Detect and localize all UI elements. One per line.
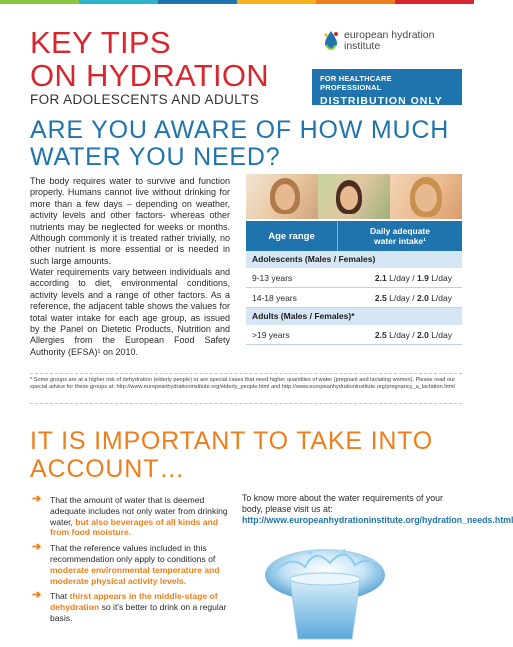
table-cell-age: >19 years [252, 329, 290, 340]
intro-paragraph: The body requires water to survive and function properly. Humans cannot live without drinking for more than a few days – depending on weather, activity levels and other factors- whereas other nutrients may be neglected for weeks or months. Although commonly it is treated rather trivially, no other nutrient is more essential or is needed in such large amounts. [30, 176, 230, 266]
photo-panel [390, 174, 462, 219]
people-drinking-photo [246, 174, 462, 219]
unit-label: L/day [431, 292, 452, 303]
list-item [32, 543, 228, 586]
bullet-text: That [50, 591, 70, 602]
table-cell-age: 14-18 years [252, 292, 297, 303]
table-header-intake [338, 221, 462, 251]
table-group-row: Adults (Males / Females)* [246, 308, 462, 325]
section2-heading-line1: IT IS IMPORTANT TO TAKE INTO [30, 427, 434, 455]
arrow-right-icon: ➔ [32, 493, 42, 505]
table-cell-age: 9-13 years [252, 272, 293, 283]
hcp-distribution-banner [312, 69, 462, 105]
photo-panel [318, 174, 390, 219]
unit-label: L/day [389, 329, 410, 340]
female-intake-value: 1.9 [417, 272, 429, 283]
strip-segment [0, 0, 79, 4]
table-header-intake-line1: Daily adequate [370, 226, 430, 236]
table-header-age: Age range [246, 221, 338, 251]
hcp-banner-line2: DISTRIBUTION ONLY [320, 95, 443, 107]
ehi-logo[interactable] [322, 28, 462, 58]
divider-line [30, 373, 462, 374]
water-glass-splash-image [260, 545, 390, 641]
table-row [246, 268, 462, 288]
male-intake-value: 2.5 [374, 329, 387, 340]
strip-segment [79, 0, 158, 4]
hcp-banner-line1: FOR HEALTHCARE PROFESSIONAL [320, 74, 392, 92]
logo-text-line1: european hydration [344, 29, 435, 41]
logo-text-line2: institute [344, 40, 381, 52]
table-body [246, 251, 462, 345]
list-item [32, 591, 228, 623]
bullet-highlight: moderate environmental temperature and moderate physical activity levels. [50, 564, 220, 586]
hydration-needs-link[interactable]: http://www.europeanhydrationinstitute.org/hydration_needs.html [242, 515, 513, 525]
page-title-line2: ON HYDRATION [30, 58, 269, 93]
unit-label: L/day [389, 292, 410, 303]
table-header-intake-line2: water intake¹ [374, 236, 426, 246]
table-row [246, 325, 462, 345]
arrow-right-icon: ➔ [32, 589, 42, 602]
divider-line [30, 403, 462, 404]
female-intake-value: 2.0 [417, 292, 429, 303]
unit-label: L/day [431, 329, 452, 340]
table-group-row: Adolescents (Males / Females) [246, 251, 462, 268]
table-cell-intake: 2.5 L/day / 2.0 L/day [374, 329, 452, 340]
bullet-text: That the amount of water that is deemed adequate includes not only water from drinking water, [50, 495, 228, 527]
section1-heading-line1: ARE YOU AWARE OF HOW MUCH [30, 116, 450, 144]
table-header-row [246, 221, 462, 251]
unit-label: L/day [389, 272, 410, 283]
face-shape [275, 184, 295, 210]
face-shape [340, 186, 358, 210]
strip-segment [158, 0, 237, 4]
bullet-highlight: but also beverages of all kinds and from food moisture. [50, 516, 219, 538]
water-drop-logo-icon [322, 30, 340, 52]
male-intake-value: 2.1 [374, 272, 387, 283]
page-title-line1: KEY TIPS [30, 25, 171, 60]
bullet-highlight: thirst appears in the middle-stage of dehydration [50, 591, 218, 613]
water-intake-table [246, 221, 462, 345]
section1-heading-line2: WATER YOU NEED? [30, 143, 281, 171]
table-cell-intake: 2.5 L/day / 2.0 L/day [374, 292, 452, 303]
requirements-paragraph: Water requirements vary between individuals and according to diet, environmental conditions, activity levels and a range of other factors. As a reference, the adjacent table shows the values for total water intake for each age group, as issued by the Panel on Dietetic Products, Nutrition and Allergies from the European Food Safety Authority (EFSA)¹ on 2010. [30, 267, 230, 357]
photo-panel [246, 174, 318, 219]
logo-text [344, 30, 435, 52]
face-shape [415, 184, 437, 212]
page-subtitle: FOR ADOLESCENTS AND ADULTS [30, 92, 260, 107]
footnote: * Some groups are at a higher risk of dehydration (elderly people) or are special cases that need higher quantities of water (pregnant and lactating women). Please read our special advice for these groups at: http://www.europeanhydrationinstitute.org/elderly_people.html and http://www.europeanhydrationinstitute.org/pregnancy_a_lactation.html [30, 377, 456, 390]
more-info-text: To know more about the water requirements of your body, please visit us at: [242, 493, 443, 514]
bullet-text-after: so it's better to drink on a regular basis. [50, 602, 227, 623]
table-row [246, 288, 462, 308]
top-color-strip [0, 0, 474, 4]
bullet-text: That the reference values included in this recommendation only apply to conditions of [50, 543, 216, 564]
section2-heading-line2: ACCOUNT… [30, 455, 186, 483]
strip-segment [316, 0, 395, 4]
table-cell-intake: 2.1 L/day / 1.9 L/day [374, 272, 452, 283]
more-info-block [242, 493, 513, 526]
strip-segment [237, 0, 316, 4]
arrow-right-icon: ➔ [32, 541, 42, 554]
male-intake-value: 2.5 [374, 292, 387, 303]
considerations-list [32, 495, 228, 629]
female-intake-value: 2.0 [417, 329, 429, 340]
strip-segment [395, 0, 474, 4]
list-item [32, 495, 228, 538]
unit-label: L/day [431, 272, 452, 283]
